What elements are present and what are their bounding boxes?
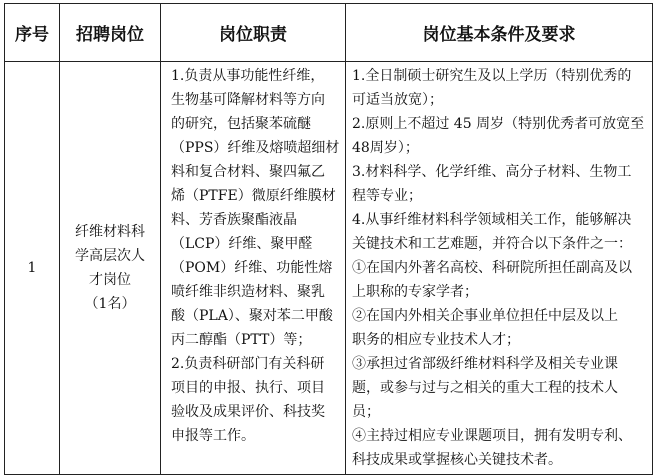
cell-text-line: ③承担过省部级纤维材料科学及相关专业课 — [352, 356, 618, 372]
cell-text-line: 1.负责从事功能性纤维， — [171, 68, 325, 84]
cell-text-line: 科技成果或掌握核心关键技术者。 — [352, 452, 562, 468]
cell-text-line: 职务的相应专业技术人才； — [352, 332, 520, 348]
cell-text-line: 料、芳香族聚酯液晶 — [171, 212, 297, 228]
cell-text-line: 题，或参与过与之相关的重大工程的技术人 — [352, 380, 618, 396]
cell-text-line: 酸（PLA）、聚对苯二甲酸 — [171, 308, 333, 324]
cell-text-line: 丙二醇酯（PTT）等； — [171, 332, 312, 348]
cell-text-line: 验收及成果评价、科技奖 — [171, 404, 325, 420]
cell-text-line: 2.原则上不超过 45 周岁（特别优秀者可放宽至 — [352, 116, 645, 132]
cell-text-line: 2.负责科研部门有关科研 — [171, 356, 325, 372]
table-row — [5, 62, 653, 475]
cell-text-line: 烯（PTFE）微原纤维膜材 — [171, 188, 336, 204]
cell-text-line: 48周岁）； — [352, 140, 419, 156]
cell-text-line: 申报等工作。 — [171, 428, 255, 444]
cell-text-line: 4.从事纤维材料科学领域相关工作，能够解决 — [352, 212, 632, 228]
cell-text-line: 生物基可降解材料等方向 — [171, 92, 325, 108]
header-row — [5, 4, 653, 62]
cell-text-line: 纤维材料科 — [75, 224, 145, 240]
cell-text-line: 上职称的专家学者； — [352, 284, 478, 300]
cell-text-line: （LCP）纤维、聚甲醛 — [171, 236, 313, 252]
header-requirements: 岗位基本条件及要求 — [346, 4, 653, 62]
cell-text-line: （PPS）纤维及熔喷超细材 — [171, 140, 340, 156]
cell-text-line: ②在国内外相关企事业单位担任中层及以上 — [352, 308, 618, 324]
cell-text-line: 才岗位 — [89, 272, 131, 288]
header-position: 招聘岗位 — [60, 4, 161, 62]
header-duties: 岗位职责 — [161, 4, 346, 62]
cell-text-line: 3.材料科学、化学纤维、高分子材料、生物工 — [352, 164, 632, 180]
recruitment-table — [4, 3, 653, 475]
cell-text-line: 员； — [352, 404, 380, 420]
cell-text-line: 喷纤维非织造材料、聚乳 — [171, 284, 325, 300]
position-cell — [60, 62, 161, 475]
cell-text-line: （POM）纤维、功能性熔 — [171, 260, 333, 276]
cell-text-line: 关键技术和工艺难题，并符合以下条件之一： — [352, 236, 632, 252]
cell-text-line: 1.全日制硕士研究生及以上学历（特别优秀的 — [352, 68, 632, 84]
cell-text-line: 程等专业； — [352, 188, 422, 204]
cell-text-line: ①在国内外著名高校、科研院所担任副高及以 — [352, 260, 632, 276]
cell-text-line: ④主持过相应专业课题项目，拥有发明专利、 — [352, 428, 632, 444]
cell-text-line: （1名） — [84, 296, 136, 312]
cell-text-line: 项目的申报、执行、项目 — [171, 380, 325, 396]
cell-text-line: 料和复合材料、聚四氟乙 — [171, 164, 325, 180]
row-number: 1 — [5, 62, 60, 475]
cell-text-line: 学高层次人 — [75, 248, 145, 264]
duties-cell — [161, 62, 346, 475]
requirements-cell — [346, 62, 653, 475]
header-number: 序号 — [5, 4, 60, 62]
cell-text-line: 可适当放宽）； — [352, 92, 443, 108]
cell-text-line: 的研究，包括聚苯硫醚 — [171, 116, 311, 132]
